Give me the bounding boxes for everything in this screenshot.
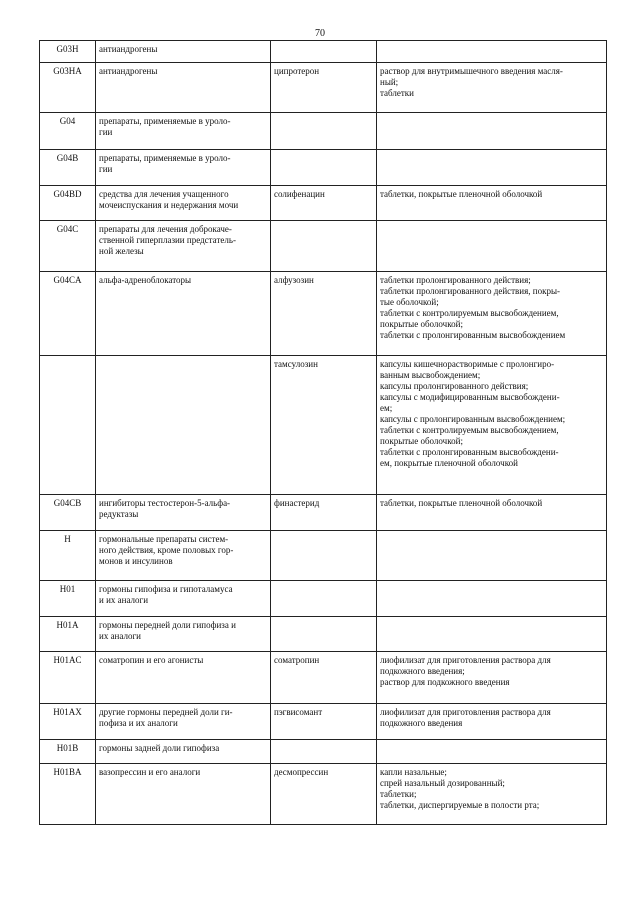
group-name-cell: другие гормоны передней доли ги- пофиза и их аналоги bbox=[96, 704, 271, 740]
group-name-cell bbox=[96, 356, 271, 495]
table-row bbox=[40, 740, 607, 764]
table-row bbox=[40, 704, 607, 740]
inn-cell bbox=[271, 531, 377, 581]
atc-code-cell: G03HA bbox=[40, 63, 96, 113]
dosage-form-cell: капли назальные; спрей назальный дозированный; таблетки; таблетки, диспергируемые в полости рта; bbox=[377, 764, 607, 825]
inn-cell: пэгвисомант bbox=[271, 704, 377, 740]
group-name-cell: антиандрогены bbox=[96, 41, 271, 63]
table-row bbox=[40, 581, 607, 617]
atc-code-cell bbox=[40, 356, 96, 495]
group-name-cell: гормоны гипофиза и гипоталамуса и их аналоги bbox=[96, 581, 271, 617]
inn-cell: солифенацин bbox=[271, 186, 377, 221]
table-row bbox=[40, 495, 607, 531]
atc-code-cell: G04CB bbox=[40, 495, 96, 531]
table-row bbox=[40, 652, 607, 704]
inn-cell: ципротерон bbox=[271, 63, 377, 113]
atc-code-cell: H01AX bbox=[40, 704, 96, 740]
inn-cell bbox=[271, 221, 377, 272]
atc-code-cell: H01B bbox=[40, 740, 96, 764]
dosage-form-cell bbox=[377, 221, 607, 272]
table-row bbox=[40, 531, 607, 581]
atc-code-cell: H bbox=[40, 531, 96, 581]
drug-classification-table bbox=[39, 40, 607, 825]
dosage-form-cell: таблетки, покрытые пленочной оболочкой bbox=[377, 186, 607, 221]
inn-cell bbox=[271, 41, 377, 63]
table-row bbox=[40, 113, 607, 150]
group-name-cell: препараты, применяемые в уроло- гии bbox=[96, 150, 271, 186]
table-row bbox=[40, 221, 607, 272]
inn-cell bbox=[271, 150, 377, 186]
atc-code-cell: G03H bbox=[40, 41, 96, 63]
atc-code-cell: H01A bbox=[40, 617, 96, 652]
dosage-form-cell: лиофилизат для приготовления раствора для подкожного введения; раствор для подкожного введения bbox=[377, 652, 607, 704]
inn-cell bbox=[271, 740, 377, 764]
group-name-cell: средства для лечения учащенного мочеиспускания и недержания мочи bbox=[96, 186, 271, 221]
atc-code-cell: G04 bbox=[40, 113, 96, 150]
table-row bbox=[40, 356, 607, 495]
page-number: 70 bbox=[315, 28, 325, 39]
group-name-cell: гормоны задней доли гипофиза bbox=[96, 740, 271, 764]
inn-cell: тамсулозин bbox=[271, 356, 377, 495]
group-name-cell: антиандрогены bbox=[96, 63, 271, 113]
group-name-cell: вазопрессин и его аналоги bbox=[96, 764, 271, 825]
dosage-form-cell bbox=[377, 617, 607, 652]
dosage-form-cell bbox=[377, 113, 607, 150]
table-row bbox=[40, 150, 607, 186]
group-name-cell: соматропин и его агонисты bbox=[96, 652, 271, 704]
dosage-form-cell: раствор для внутримышечного введения масля- ный; таблетки bbox=[377, 63, 607, 113]
dosage-form-cell: лиофилизат для приготовления раствора для подкожного введения bbox=[377, 704, 607, 740]
atc-code-cell: H01BA bbox=[40, 764, 96, 825]
table-row bbox=[40, 41, 607, 63]
dosage-form-cell bbox=[377, 41, 607, 63]
table-row bbox=[40, 63, 607, 113]
atc-code-cell: G04CA bbox=[40, 272, 96, 356]
dosage-form-cell bbox=[377, 150, 607, 186]
table-row bbox=[40, 617, 607, 652]
inn-cell: финастерид bbox=[271, 495, 377, 531]
dosage-form-cell bbox=[377, 740, 607, 764]
group-name-cell: гормоны передней доли гипофиза и их аналоги bbox=[96, 617, 271, 652]
atc-code-cell: G04BD bbox=[40, 186, 96, 221]
group-name-cell: альфа-адреноблокаторы bbox=[96, 272, 271, 356]
inn-cell: алфузозин bbox=[271, 272, 377, 356]
group-name-cell: препараты для лечения доброкаче- ственной гиперплазии предстатель- ной железы bbox=[96, 221, 271, 272]
dosage-form-cell: капсулы кишечнорастворимые с пролонгиро- ванным высвобождением; капсулы пролонгированного действия; капсулы с модифицированным высвобождени- ем; капсулы с пролонгированным высвобождением; таблетки с контролируемым высвобождением, покрытые оболочкой; таблетки с пролонгированным высвобождени- ем, покрытые пленочной оболочкой bbox=[377, 356, 607, 495]
atc-code-cell: H01AC bbox=[40, 652, 96, 704]
table-row bbox=[40, 272, 607, 356]
group-name-cell: препараты, применяемые в уроло- гии bbox=[96, 113, 271, 150]
group-name-cell: ингибиторы тестостерон-5-альфа- редуктазы bbox=[96, 495, 271, 531]
inn-cell: десмопрессин bbox=[271, 764, 377, 825]
dosage-form-cell: таблетки пролонгированного действия; таблетки пролонгированного действия, покры- тые оболочкой; таблетки с контролируемым высвобождением, покрытые оболочкой; таблетки с пролонгированным высвобождением bbox=[377, 272, 607, 356]
inn-cell bbox=[271, 617, 377, 652]
dosage-form-cell bbox=[377, 531, 607, 581]
inn-cell bbox=[271, 581, 377, 617]
atc-code-cell: G04C bbox=[40, 221, 96, 272]
inn-cell: соматропин bbox=[271, 652, 377, 704]
dosage-form-cell bbox=[377, 581, 607, 617]
table-row bbox=[40, 764, 607, 825]
table-row bbox=[40, 186, 607, 221]
dosage-form-cell: таблетки, покрытые пленочной оболочкой bbox=[377, 495, 607, 531]
inn-cell bbox=[271, 113, 377, 150]
atc-code-cell: H01 bbox=[40, 581, 96, 617]
group-name-cell: гормональные препараты систем- ного действия, кроме половых гор- монов и инсулинов bbox=[96, 531, 271, 581]
atc-code-cell: G04B bbox=[40, 150, 96, 186]
